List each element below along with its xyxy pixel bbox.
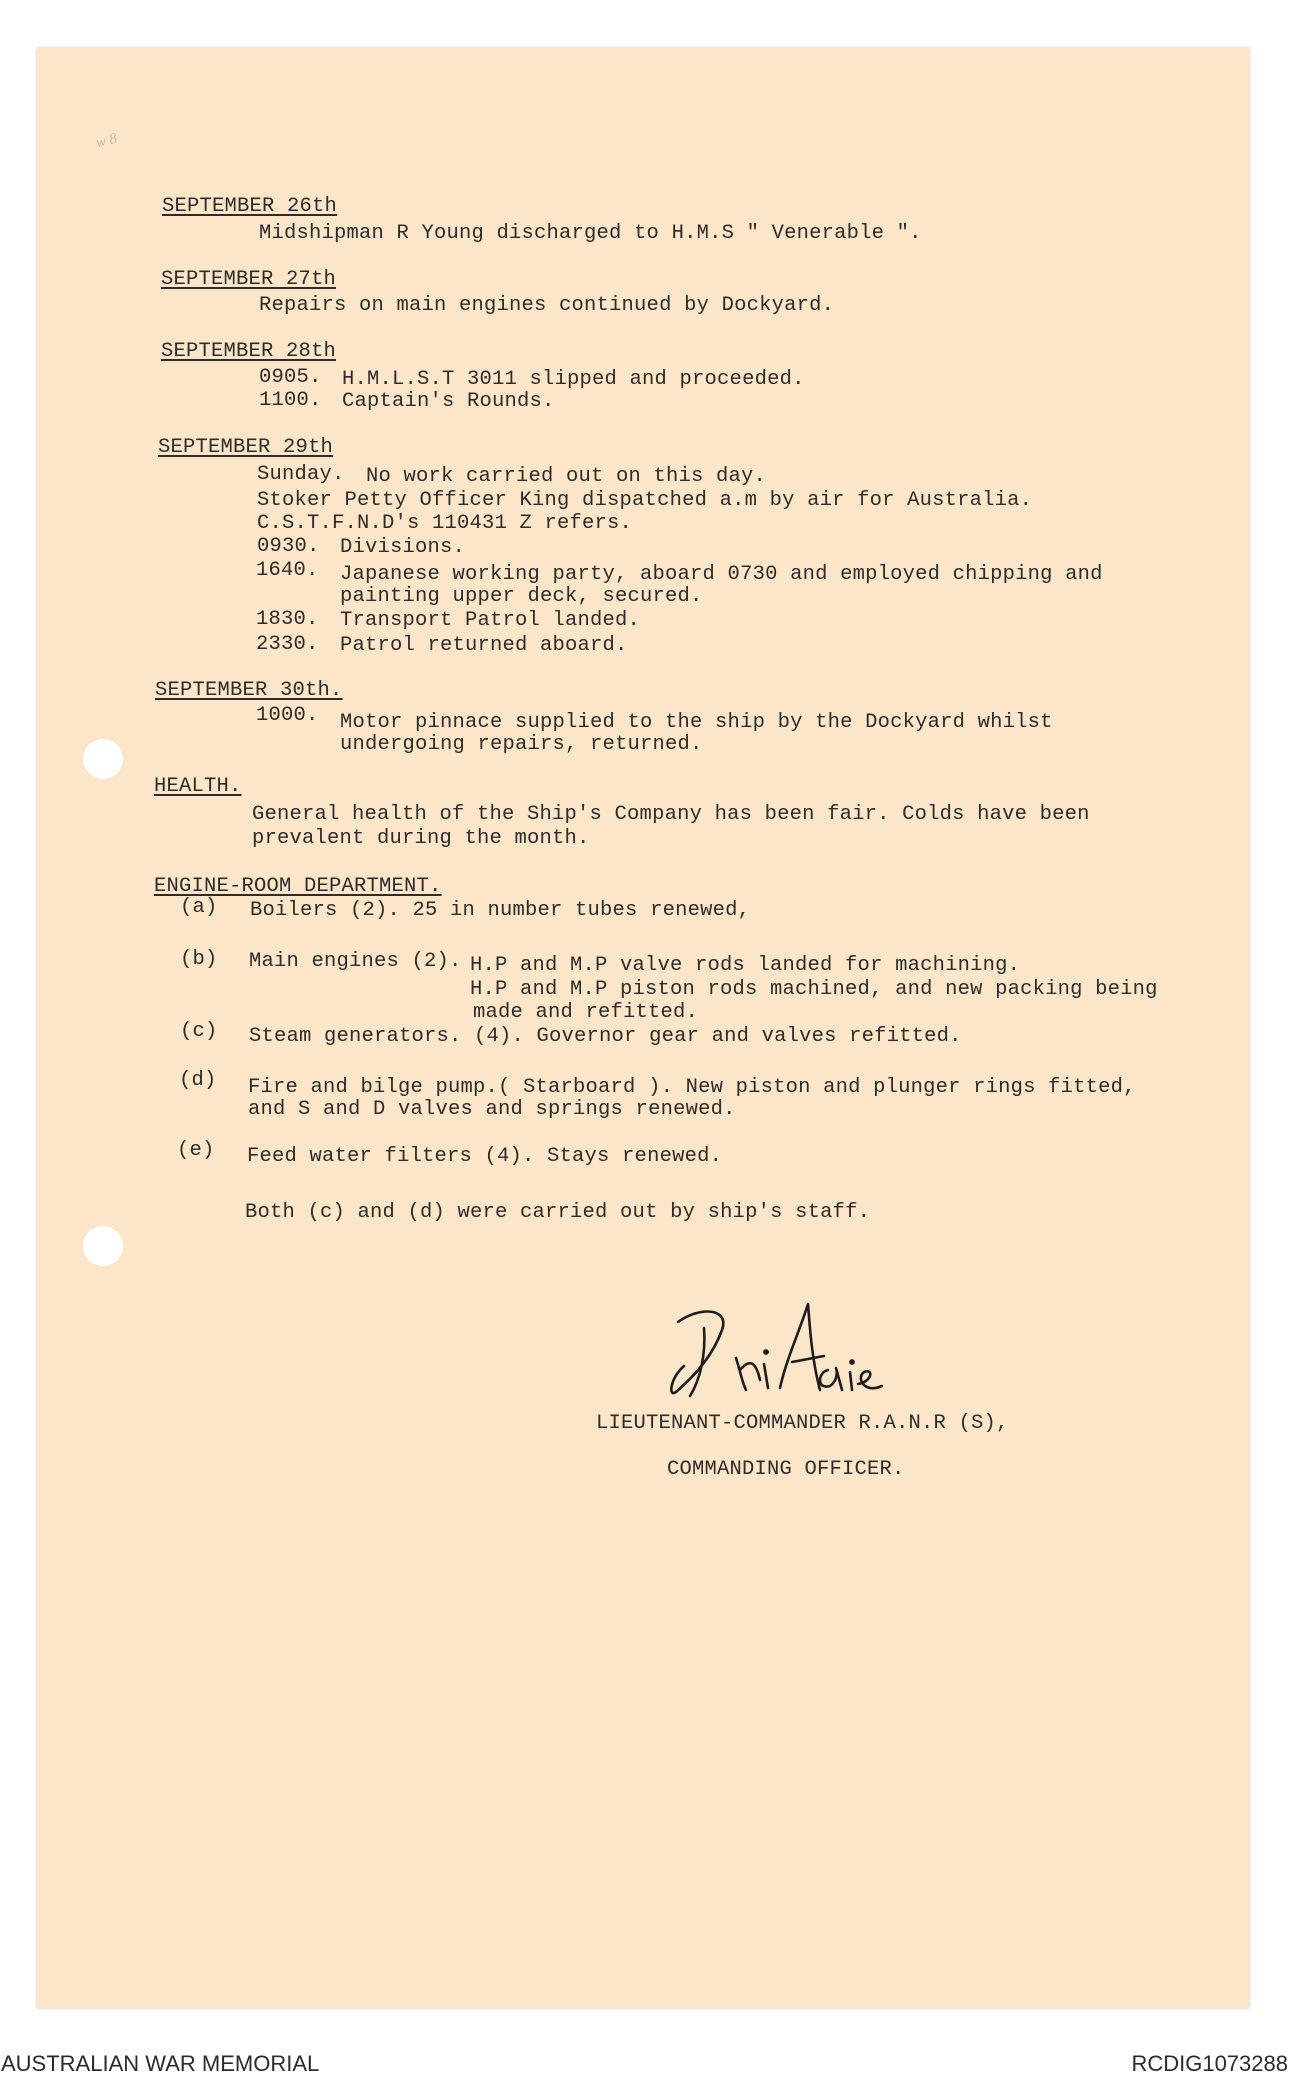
section-heading-engine-room: ENGINE-ROOM DEPARTMENT.: [154, 875, 442, 898]
entry-text: H.M.L.S.T 3011 slipped and proceeded.: [342, 368, 805, 391]
entry-text: Divisions.: [340, 536, 466, 559]
signatory-title: COMMANDING OFFICER.: [667, 1458, 905, 1481]
footer-source: AUSTRALIAN WAR MEMORIAL: [1, 2051, 320, 2076]
entry-time: 1000.: [256, 704, 319, 727]
item-text: Boilers (2). 25 in number tubes renewed,: [250, 899, 751, 922]
entry-text: undergoing repairs, returned.: [340, 733, 703, 756]
entry-text: Stoker Petty Officer King dispatched a.m by air for Australia.: [257, 489, 1033, 512]
item-text: Steam generators. (4). Governor gear and valves refitted.: [249, 1025, 962, 1048]
punch-hole: [83, 1226, 123, 1266]
item-text: made and refitted.: [473, 1001, 699, 1024]
entry-heading: SEPTEMBER 30th.: [155, 679, 343, 702]
entry-time: 2330.: [256, 633, 319, 656]
pencil-mark: w 8: [94, 130, 119, 152]
entry-text: Repairs on main engines continued by Dockyard.: [259, 294, 835, 317]
entry-time: 1640.: [256, 559, 319, 582]
entry-text: painting upper deck, secured.: [340, 585, 703, 608]
entry-text: No work carried out on this day.: [366, 465, 767, 488]
signatory-rank: LIEUTENANT-COMMANDER R.A.N.R (S),: [596, 1412, 1009, 1435]
item-text: H.P and M.P valve rods landed for machining.: [470, 954, 1021, 977]
item-text: and S and D valves and springs renewed.: [248, 1098, 736, 1121]
entry-time: 0905.: [259, 366, 322, 389]
entry-text: Japanese working party, aboard 0730 and employed chipping and: [340, 563, 1103, 586]
item-label: (a): [180, 896, 218, 919]
footer-image-id: RCDIG1073288: [1131, 2051, 1288, 2076]
entry-time: 0930.: [257, 535, 320, 558]
health-text: prevalent during the month.: [252, 827, 590, 850]
engine-room-note: Both (c) and (d) were carried out by ship's staff.: [245, 1201, 871, 1224]
entry-text: Captain's Rounds.: [342, 390, 555, 413]
item-text: H.P and M.P piston rods machined, and new packing being: [470, 978, 1158, 1001]
entry-text: Transport Patrol landed.: [340, 609, 641, 632]
entry-heading: SEPTEMBER 29th: [158, 436, 334, 459]
entry-day: Sunday.: [257, 463, 345, 486]
entry-heading: SEPTEMBER 27th: [161, 268, 337, 291]
item-label: (b): [180, 948, 218, 971]
item-text: Fire and bilge pump.( Starboard ). New piston and plunger rings fitted,: [248, 1076, 1136, 1099]
entry-text: C.S.T.F.N.D's 110431 Z refers.: [257, 512, 633, 535]
section-heading-health: HEALTH.: [154, 775, 242, 798]
item-text: Main engines (2).: [249, 950, 462, 973]
handwritten-signature: [660, 1300, 890, 1420]
entry-text: Motor pinnace supplied to the ship by the Dockyard whilst: [340, 711, 1053, 734]
entry-time: 1100.: [259, 389, 322, 412]
item-text: Feed water filters (4). Stays renewed.: [247, 1145, 723, 1168]
entry-heading: SEPTEMBER 28th: [161, 340, 337, 363]
item-label: (c): [180, 1020, 218, 1043]
entry-heading: SEPTEMBER 26th: [162, 195, 338, 218]
health-text: General health of the Ship's Company has been fair. Colds have been: [252, 803, 1090, 826]
entry-text: Patrol returned aboard.: [340, 634, 628, 657]
entry-text: Midshipman R Young discharged to H.M.S " Venerable ".: [259, 222, 922, 245]
entry-time: 1830.: [256, 608, 319, 631]
item-label: (d): [179, 1069, 217, 1092]
item-label: (e): [177, 1139, 215, 1162]
punch-hole: [83, 739, 123, 779]
